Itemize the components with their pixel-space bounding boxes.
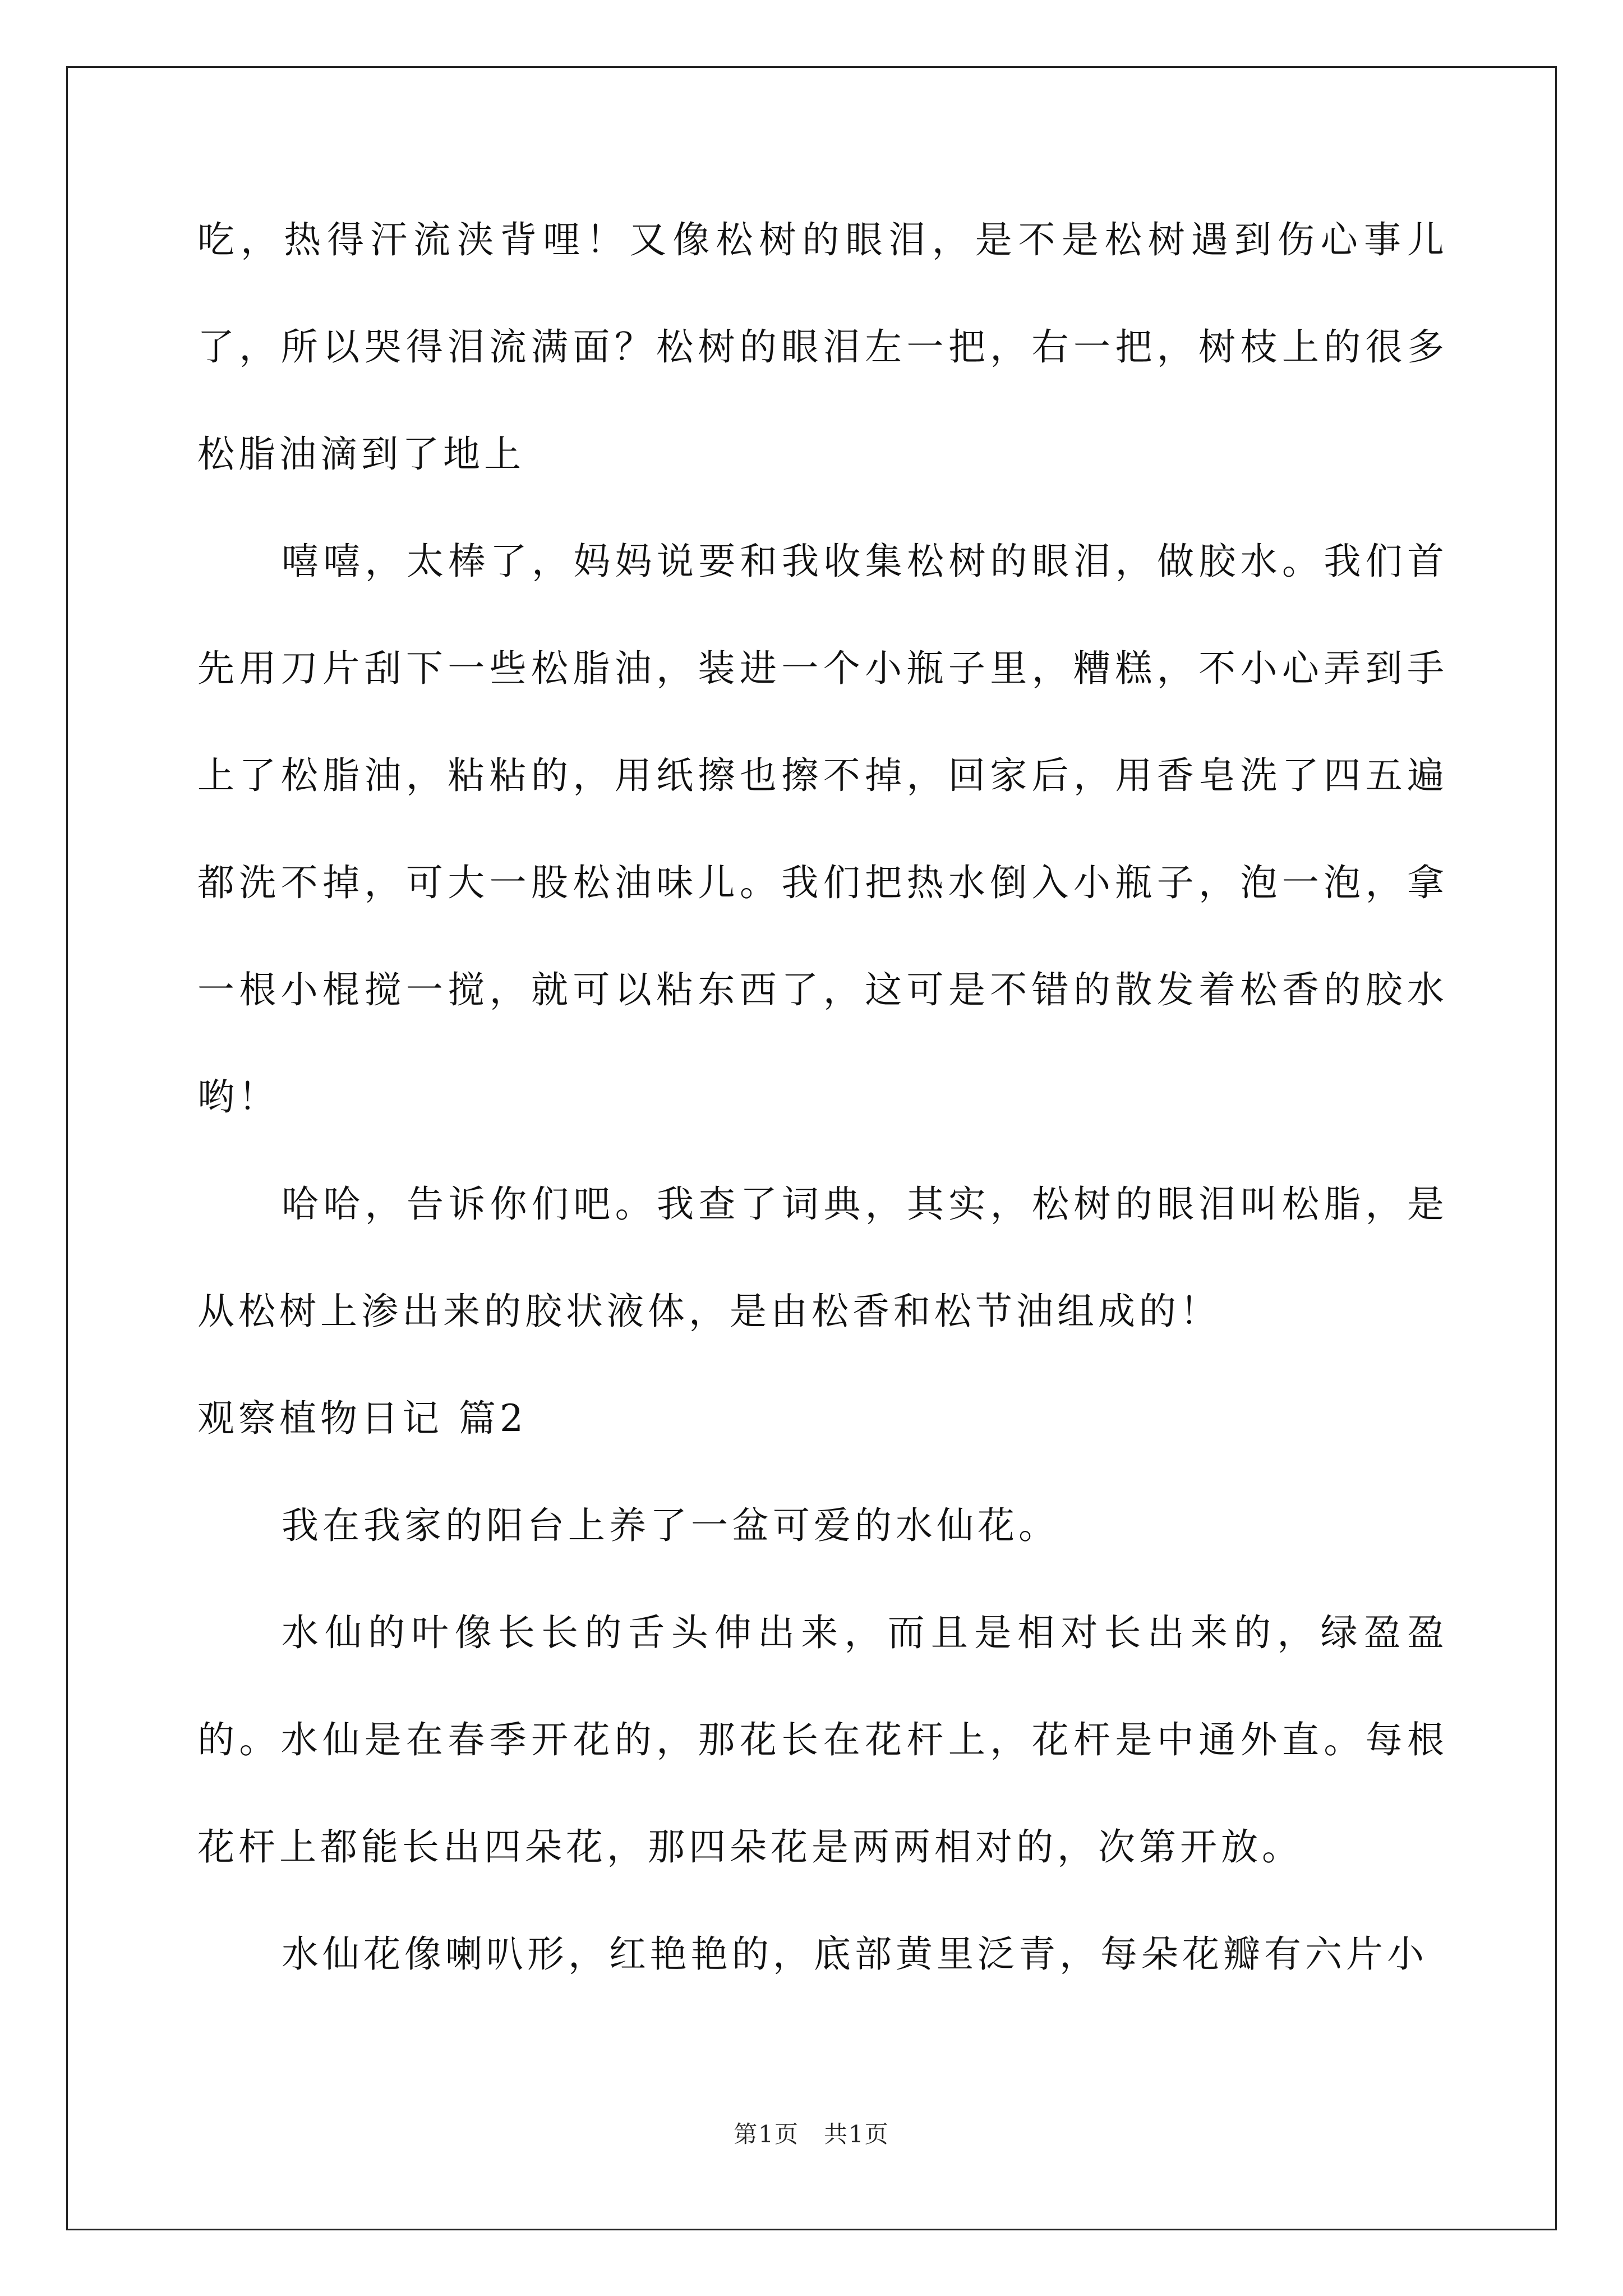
paragraph: 哈哈，告诉你们吧。我查了词典，其实，松树的眼泪叫松脂，是从松树上渗出来的胶状液体，是由松香和松节油组成的！: [197, 1182, 1448, 1333]
section-heading: 观察植物日记 篇2: [197, 1397, 527, 1440]
paragraph: 嘻嘻，太棒了，妈妈说要和我收集松树的眼泪，做胶水。我们首先用刀片刮下一些松脂油，装进一个小瓶子里，糟糕，不小心弄到手上了松脂油，粘粘的，用纸擦也擦不掉，回家后，用香皂洗了四五遍都洗不掉，可大一股松油味儿。我们把热水倒入小瓶子，泡一泡，拿一根小棍搅一搅，就可以粘东西了，这可是不错的散发着松香的胶水哟！: [197, 540, 1448, 1119]
paragraph-continued: 吃，热得汗流浃背哩！又像松树的眼泪，是不是松树遇到伤心事儿了，所以哭得泪流满面？松树的眼泪左一把，右一把，树枝上的很多松脂油滴到了地上: [197, 218, 1448, 476]
document-body: [197, 186, 1448, 2008]
paragraph: 水仙花像喇叭形，红艳艳的，底部黄里泛青，每朵花瓣有六片小: [282, 1932, 1428, 1976]
page-number-footer: 第1页 共1页: [734, 2120, 889, 2148]
paragraph: 我在我家的阳台上养了一盆可爱的水仙花。: [282, 1504, 1059, 1547]
paragraph: 水仙的叶像长长的舌头伸出来，而且是相对长出来的，绿盈盈的。水仙是在春季开花的，那花长在花杆上，花杆是中通外直。每根花杆上都能长出四朵花，那四朵花是两两相对的，次第开放。: [197, 1611, 1448, 1869]
